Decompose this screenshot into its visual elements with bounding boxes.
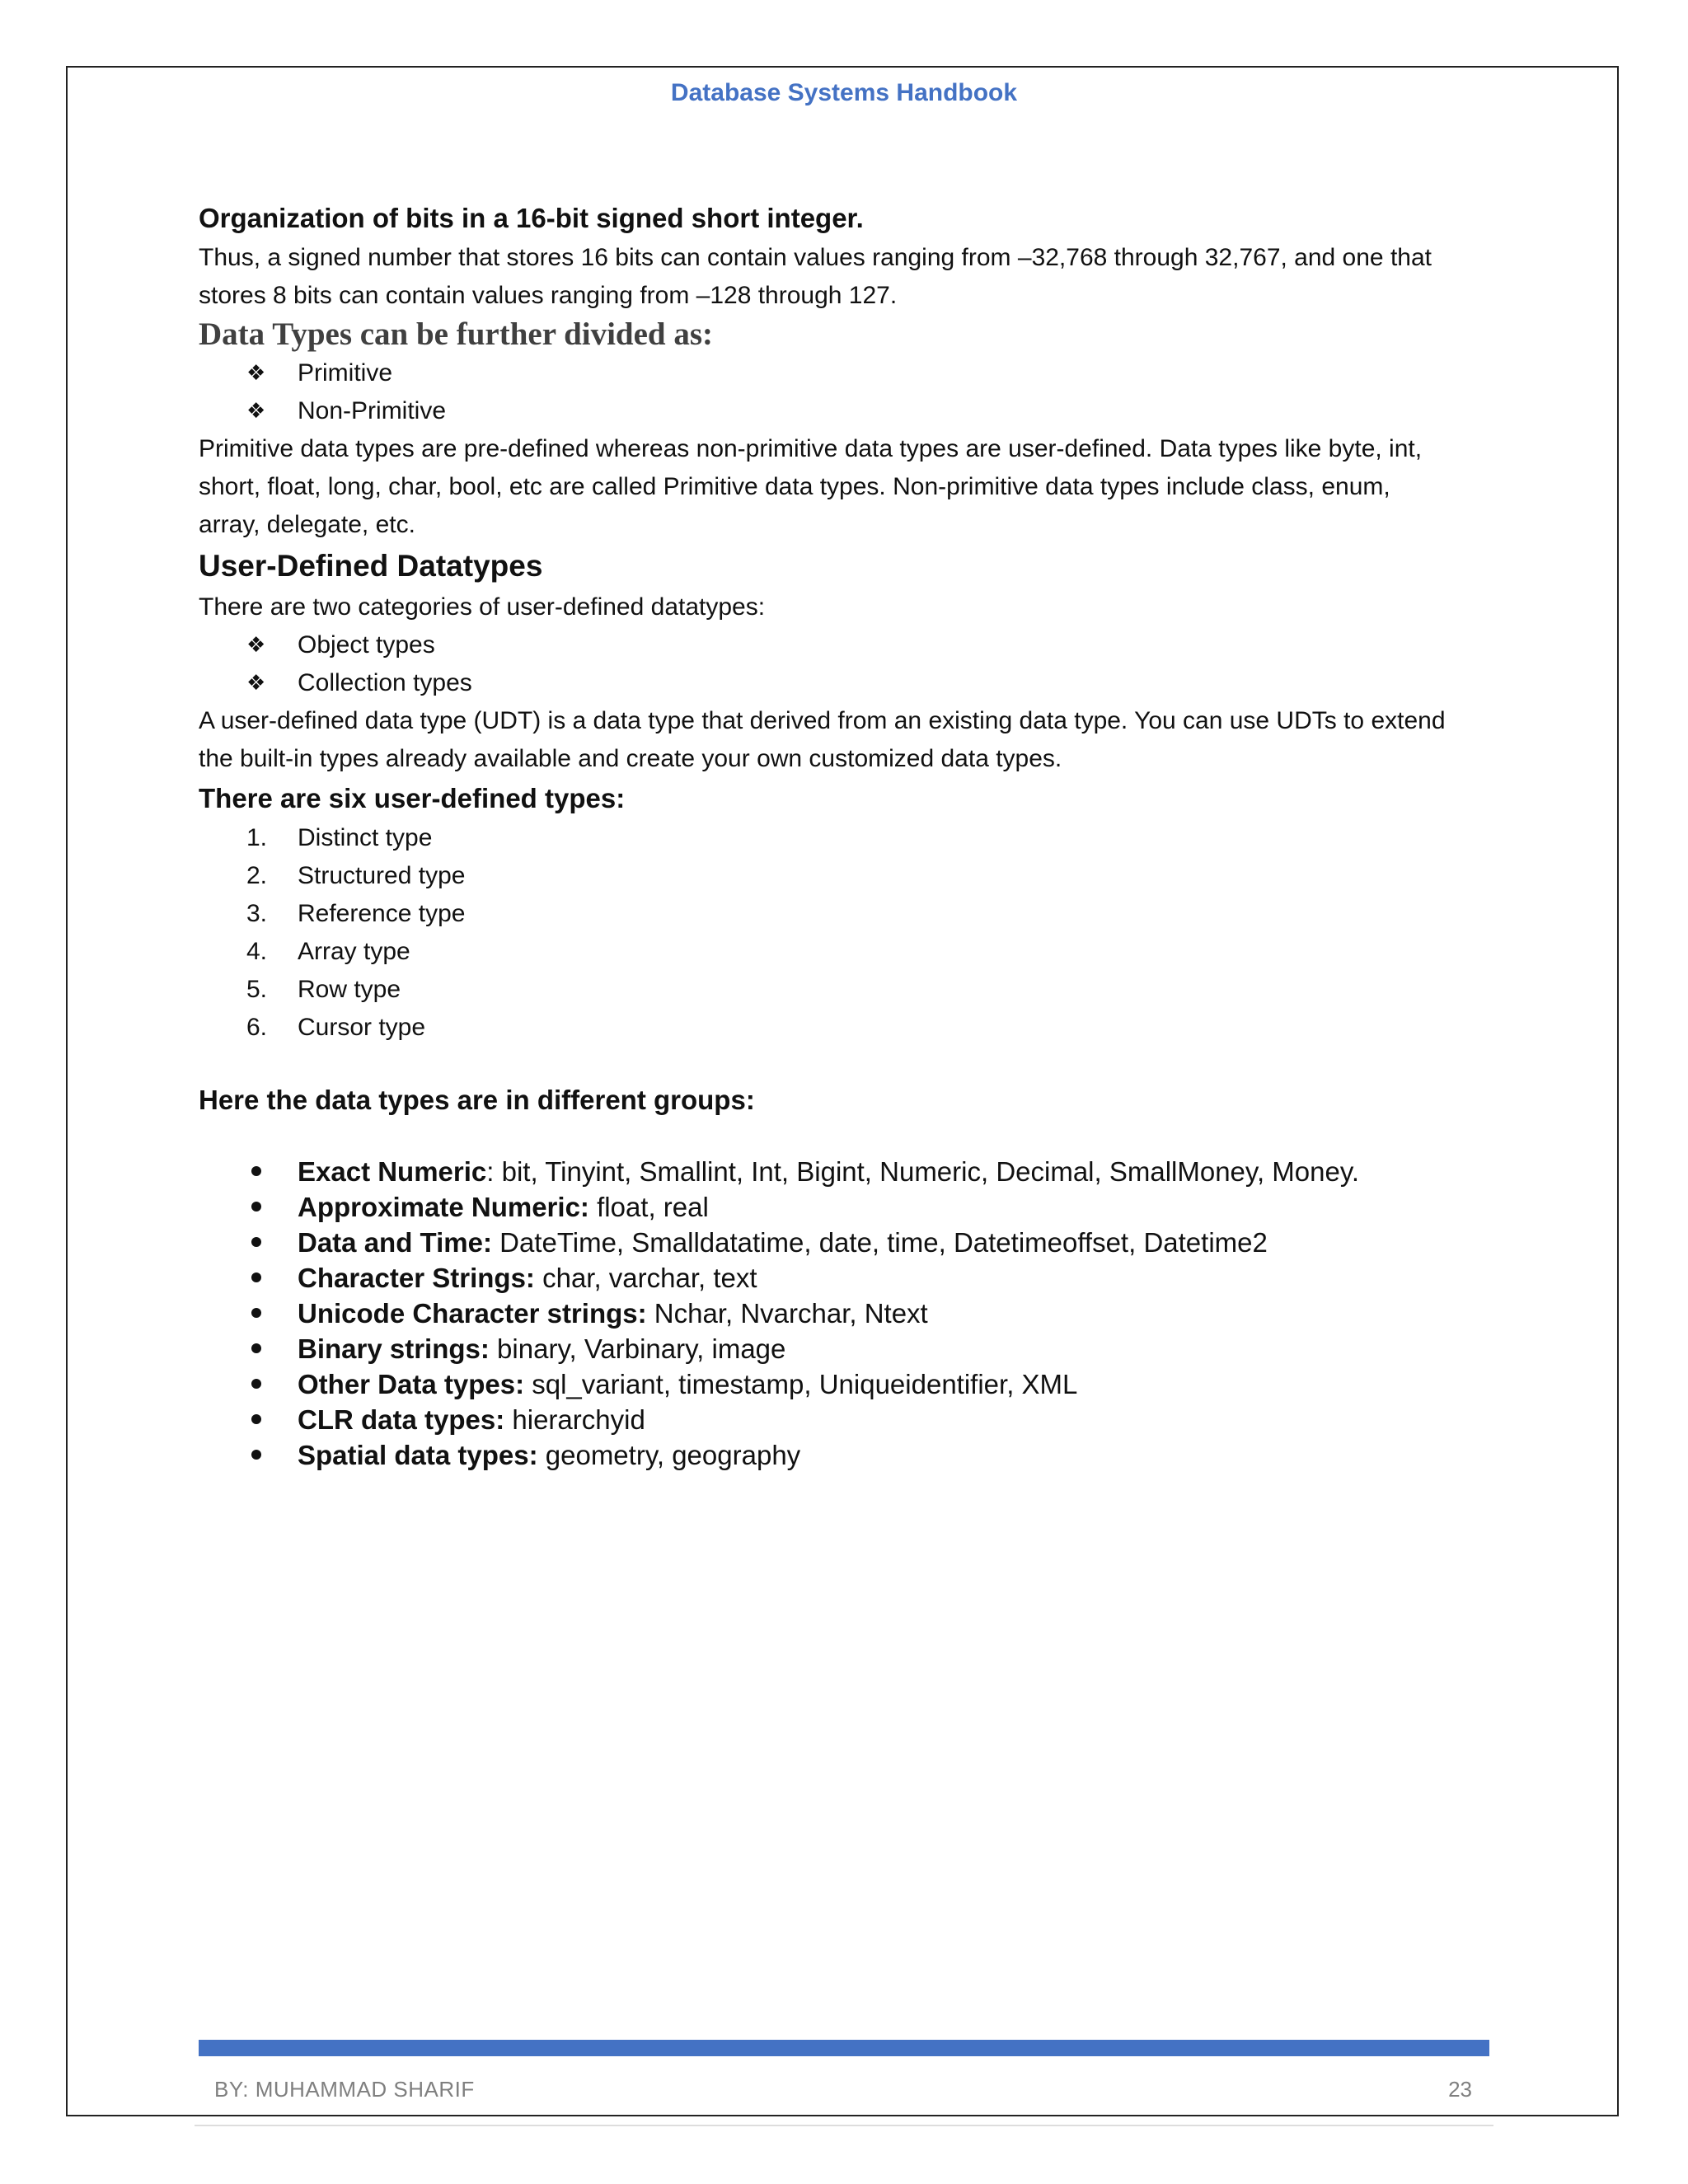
list-item <box>199 857 1501 895</box>
divisions-paragraph-line-1: Primitive data types are pre-defined whereas non-primitive data types are user-defined. Data types like byte, int, <box>199 435 1423 462</box>
group-term: CLR data types: <box>298 1404 505 1435</box>
group-term: Exact Numeric <box>298 1156 487 1187</box>
diamond-bullet-icon: ❖ <box>246 399 266 424</box>
divisions-list <box>199 354 1501 430</box>
footer-accent-bar <box>199 2040 1489 2056</box>
list-item <box>199 626 1501 664</box>
list-item-label: Structured type <box>298 862 466 889</box>
list-item-label: Row type <box>298 976 401 1003</box>
list-item <box>199 895 1501 933</box>
diamond-bullet-icon: ❖ <box>246 361 266 386</box>
user-defined-paragraph-line-2: the built-in types already available and create your own customized data types. <box>199 745 1062 772</box>
list-item-label: Distinct type <box>298 824 433 851</box>
page-header-title: Database Systems Handbook <box>670 79 1018 106</box>
divisions-paragraph-line-2: short, float, long, char, bool, etc are called Primitive data types. Non-primitive data types include class, enum, <box>199 473 1390 500</box>
list-item-label: Reference type <box>298 900 466 927</box>
group-term: Approximate Numeric: <box>298 1192 589 1222</box>
group-term: Other Data types: <box>298 1369 525 1399</box>
group-description: binary, Varbinary, image <box>489 1333 786 1364</box>
list-item <box>199 819 1501 857</box>
list-number: 2. <box>246 862 268 889</box>
intro-heading: Organization of bits in a 16-bit signed short integer. <box>199 203 864 233</box>
group-description: DateTime, Smalldatatime, date, time, Datetimeoffset, Datetime2 <box>491 1227 1268 1258</box>
bullet-dot-icon <box>251 1272 261 1282</box>
group-description: : bit, Tinyint, Smallint, Int, Bigint, Numeric, Decimal, SmallMoney, Money. <box>486 1156 1360 1187</box>
list-item-label: Object types <box>298 631 435 658</box>
group-description: Nchar, Nvarchar, Ntext <box>646 1298 928 1329</box>
user-defined-categories-list <box>199 626 1501 702</box>
six-types-heading: There are six user-defined types: <box>199 783 626 813</box>
bullet-dot-icon <box>251 1202 261 1212</box>
group-term: Spatial data types: <box>298 1440 538 1470</box>
diamond-bullet-icon: ❖ <box>246 671 266 696</box>
list-item <box>199 1331 1501 1366</box>
group-description: float, real <box>588 1192 709 1222</box>
list-item <box>199 1009 1501 1047</box>
list-item <box>199 354 1501 392</box>
groups-heading: Here the data types are in different groups: <box>199 1085 755 1115</box>
page-number: 23 <box>1448 2077 1472 2102</box>
list-item <box>199 1437 1501 1473</box>
list-item <box>199 1402 1501 1437</box>
group-description: hierarchyid <box>504 1404 645 1435</box>
bullet-dot-icon <box>251 1414 261 1424</box>
list-number: 1. <box>246 824 268 851</box>
list-number: 3. <box>246 900 268 927</box>
list-item <box>199 1225 1501 1260</box>
user-defined-paragraph-line-1: A user-defined data type (UDT) is a data type that derived from an existing data type. You can use UDTs to extend <box>199 707 1446 734</box>
intro-paragraph-line-2: stores 8 bits can contain values ranging from –128 through 127. <box>199 282 898 309</box>
list-item <box>199 971 1501 1009</box>
group-description: sql_variant, timestamp, Uniqueidentifier, XML <box>524 1369 1078 1399</box>
list-item-label: Collection types <box>298 669 472 696</box>
list-item <box>199 933 1501 971</box>
list-item-label: Non-Primitive <box>298 397 447 424</box>
group-description: geometry, geography <box>537 1440 801 1470</box>
bullet-dot-icon <box>251 1308 261 1318</box>
list-item <box>199 664 1501 702</box>
user-defined-intro: There are two categories of user-defined datatypes: <box>199 593 766 621</box>
divisions-heading: Data Types can be further divided as: <box>199 316 714 352</box>
list-number: 5. <box>246 976 268 1003</box>
group-description: char, varchar, text <box>534 1263 757 1293</box>
list-number: 6. <box>246 1014 268 1041</box>
bullet-dot-icon <box>251 1379 261 1389</box>
bullet-dot-icon <box>251 1343 261 1353</box>
list-item <box>199 1189 1501 1225</box>
footer-divider <box>195 2125 1493 2126</box>
list-item <box>199 1366 1501 1402</box>
intro-paragraph-line-1: Thus, a signed number that stores 16 bits can contain values ranging from –32,768 through 32,767, and one that <box>199 244 1432 271</box>
diamond-bullet-icon: ❖ <box>246 633 266 658</box>
bullet-dot-icon <box>251 1166 261 1176</box>
list-item <box>199 1260 1501 1296</box>
footer-author: BY: MUHAMMAD SHARIF <box>214 2077 475 2102</box>
list-item-label: Primitive <box>298 359 393 387</box>
groups-list <box>199 1154 1501 1473</box>
group-term: Binary strings: <box>298 1333 490 1364</box>
list-number: 4. <box>246 938 268 965</box>
bullet-dot-icon <box>251 1450 261 1460</box>
page-content <box>199 198 1501 1473</box>
list-item <box>199 1154 1501 1189</box>
list-item-label: Array type <box>298 938 410 965</box>
group-term: Character Strings: <box>298 1263 535 1293</box>
list-item <box>199 1296 1501 1331</box>
user-defined-heading: User-Defined Datatypes <box>199 549 543 583</box>
bullet-dot-icon <box>251 1237 261 1247</box>
six-types-list <box>199 819 1501 1047</box>
list-item <box>199 392 1501 430</box>
divisions-paragraph-line-3: array, delegate, etc. <box>199 511 415 538</box>
group-term: Unicode Character strings: <box>298 1298 647 1329</box>
list-item-label: Cursor type <box>298 1014 426 1041</box>
group-term: Data and Time: <box>298 1227 492 1258</box>
